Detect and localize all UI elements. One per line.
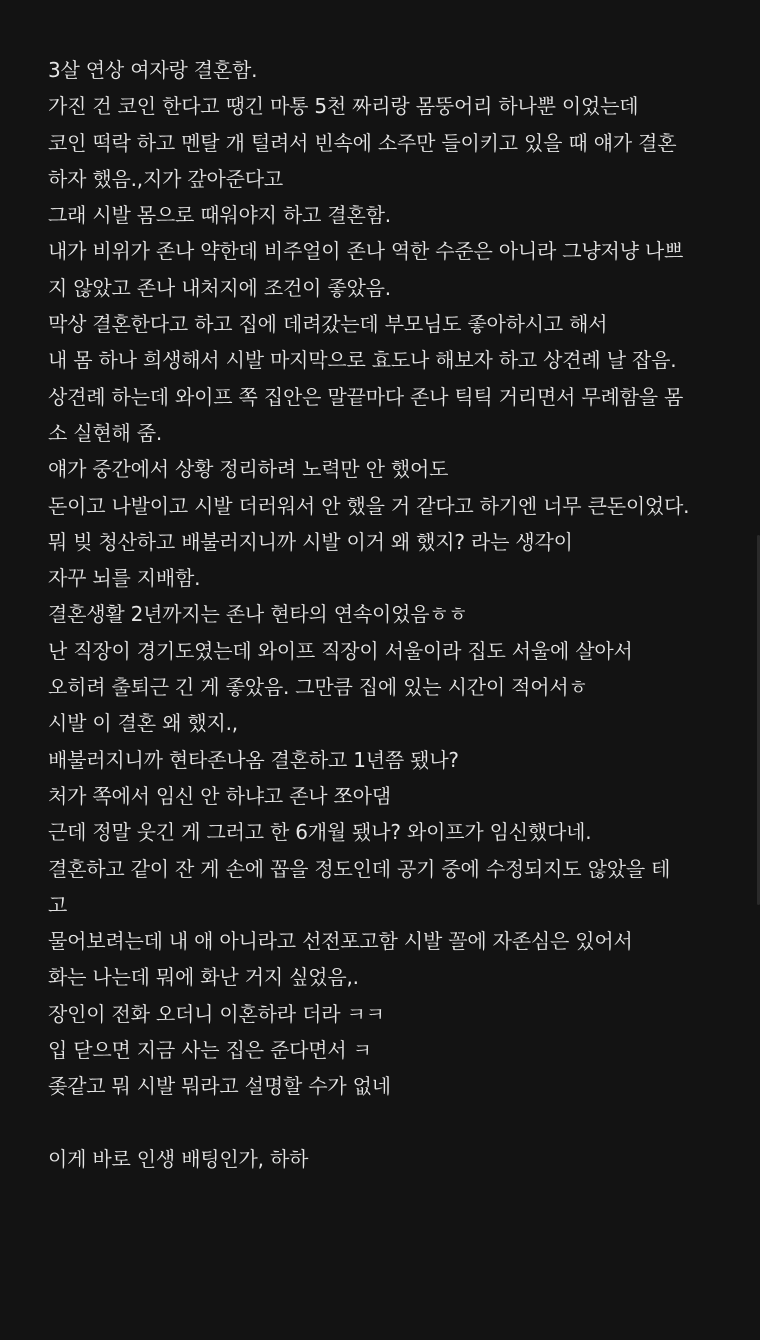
post-line: 하자 했음.,지가 갚아준다고 bbox=[48, 166, 283, 191]
post-line: 결혼생활 2년까지는 존나 현타의 연속이었음ㅎㅎ bbox=[48, 602, 468, 627]
post-line: 물어보려는데 내 애 아니라고 선전포고함 시발 꼴에 자존심은 있어서 bbox=[48, 929, 633, 954]
post-line: 시발 이 결혼 왜 했지., bbox=[48, 711, 238, 736]
post-line: 근데 정말 웃긴 게 그러고 한 6개월 됐나? 와이프가 임신했다네. bbox=[48, 820, 592, 845]
post-line: 화는 나는데 뭐에 화난 거지 싶었음,. bbox=[48, 965, 359, 990]
post-line: 이게 바로 인생 배팅인가, 하하 bbox=[48, 1146, 309, 1171]
post-line: 내가 비위가 존나 약한데 비주얼이 존나 역한 수준은 아니라 그냥저냥 나쁘 bbox=[48, 239, 684, 264]
blank-line bbox=[48, 1105, 738, 1141]
post-line: 자꾸 뇌를 지배함. bbox=[48, 566, 201, 591]
post-line: 뭐 빚 청산하고 배불러지니까 시발 이거 왜 했지? 라는 생각이 bbox=[48, 529, 573, 554]
post-line: 결혼하고 같이 잔 게 손에 꼽을 정도인데 공기 중에 수정되지도 않았을 테 bbox=[48, 856, 671, 881]
post-line: 오히려 출퇴근 긴 게 좋았음. 그만큼 집에 있는 시간이 적어서ㅎ bbox=[48, 675, 588, 700]
post-line: 좆같고 뭐 시발 뭐라고 설명할 수가 없네 bbox=[48, 1074, 391, 1099]
post-line: 얘가 중간에서 상황 정리하려 노력만 안 했어도 bbox=[48, 457, 449, 482]
post-line: 지 않았고 존나 내처지에 조건이 좋았음. bbox=[48, 275, 391, 300]
post-line: 3살 연상 여자랑 결혼함. bbox=[48, 58, 258, 82]
post-line: 막상 결혼한다고 하고 집에 데려갔는데 부모님도 좋아하시고 해서 bbox=[48, 312, 608, 337]
post-line: 난 직장이 경기도였는데 와이프 직장이 서울이라 집도 서울에 살아서 bbox=[48, 638, 633, 663]
post-line: 소 실현해 줌. bbox=[48, 420, 163, 445]
post-line: 배불러지니까 현타존나옴 결혼하고 1년쯤 됐나? bbox=[48, 747, 459, 772]
post-line: 입 닫으면 지금 사는 집은 준다면서 ㅋ bbox=[48, 1038, 372, 1063]
post-line: 고 bbox=[48, 892, 68, 917]
post-line: 그래 시발 몸으로 때워야지 하고 결혼함. bbox=[48, 203, 391, 228]
post-line: 내 몸 하나 희생해서 시발 마지막으로 효도나 해보자 하고 상견례 날 잡음. bbox=[48, 348, 677, 373]
post-line: 가진 건 코인 한다고 땡긴 마통 5천 짜리랑 몸뚱어리 하나뿐 이었는데 bbox=[48, 94, 639, 119]
post-body bbox=[48, 52, 738, 1177]
post-line: 코인 떡락 하고 멘탈 개 털려서 빈속에 소주만 들이키고 있을 때 얘가 결혼 bbox=[48, 130, 677, 155]
post-line: 상견례 하는데 와이프 쪽 집안은 말끝마다 존나 틱틱 거리면서 무례함을 몸 bbox=[48, 384, 684, 409]
post-line: 장인이 전화 오더니 이혼하라 더라 ㅋㅋ bbox=[48, 1001, 385, 1026]
post-line: 돈이고 나발이고 시발 더러워서 안 했을 거 같다고 하기엔 너무 큰돈이었다. bbox=[48, 493, 690, 518]
post-line: 처가 쪽에서 임신 안 하냐고 존나 쪼아댐 bbox=[48, 783, 391, 808]
